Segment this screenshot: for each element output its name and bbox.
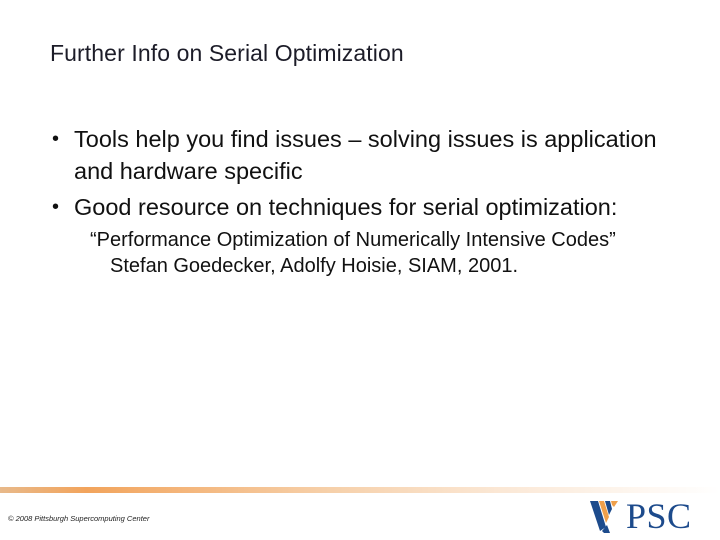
bullet-text: Tools help you find issues – solving issues is application and hardware specific xyxy=(74,126,657,184)
slide-body xyxy=(50,123,690,279)
bullet-item xyxy=(50,191,690,223)
psc-logo-icon xyxy=(588,497,624,535)
bullet-marker: • xyxy=(52,128,60,150)
logo-text: PSC xyxy=(626,496,692,536)
bullet-item xyxy=(50,123,690,187)
reference-citation: “Performance Optimization of Numerically Intensive Codes” Stefan Goedecker, Adolfy Hoisie, SIAM, 2001. xyxy=(90,229,616,277)
footer-divider xyxy=(0,487,720,493)
copyright-text: © 2008 Pittsburgh Supercomputing Center xyxy=(8,514,150,523)
psc-logo xyxy=(588,497,706,535)
bullet-text: Good resource on techniques for serial optimization: xyxy=(74,194,618,220)
slide-title: Further Info on Serial Optimization xyxy=(50,40,404,66)
bullet-marker: • xyxy=(52,196,60,218)
